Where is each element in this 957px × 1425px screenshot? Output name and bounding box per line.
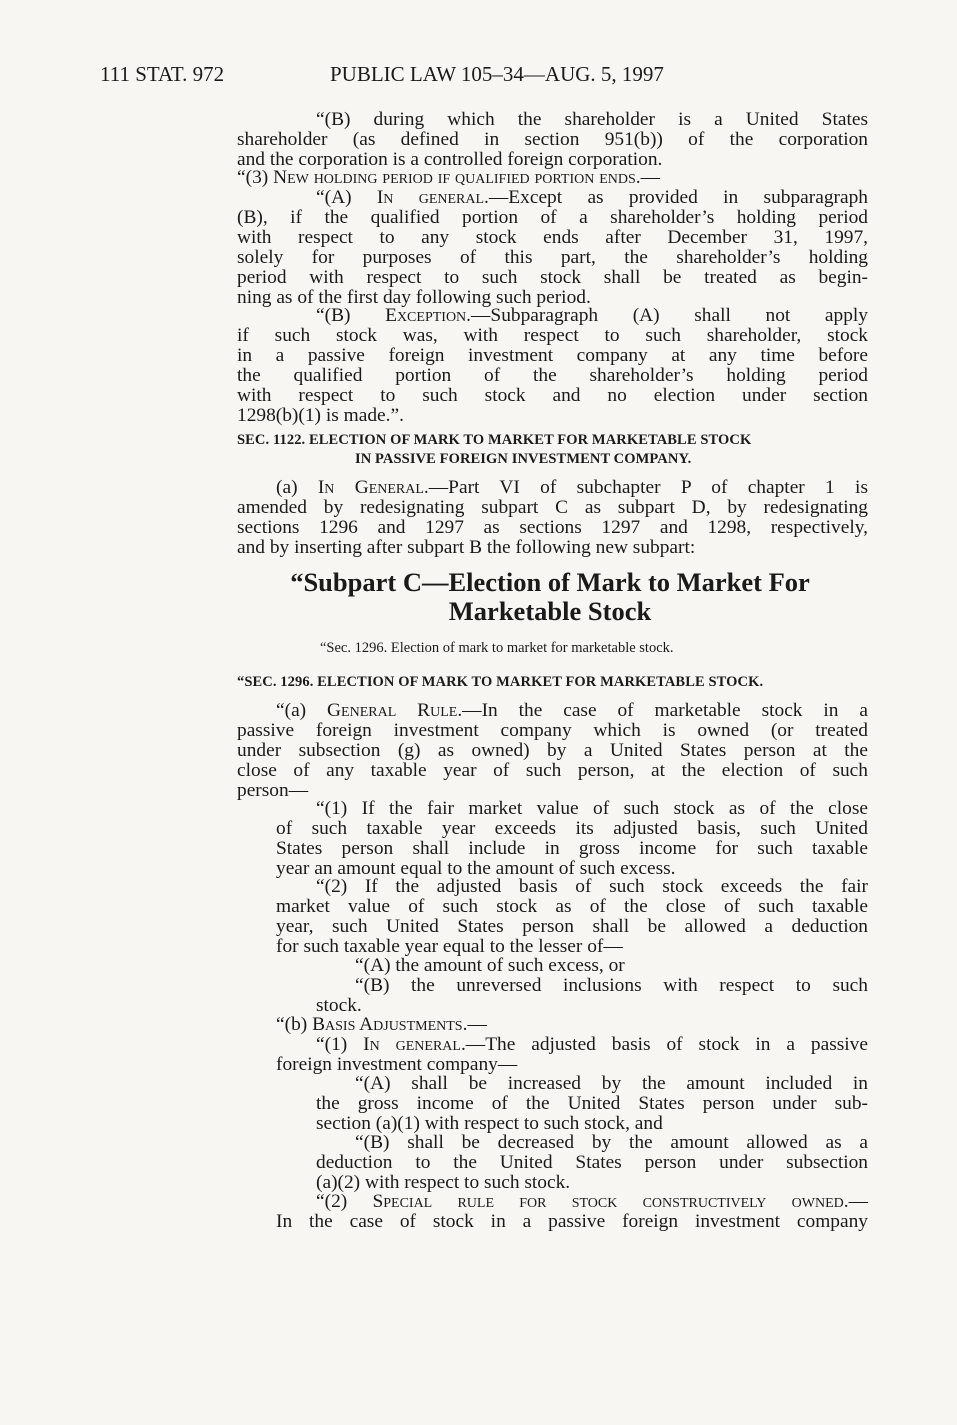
text-line: solely for purposes of this part, the shareholder’s holding: [237, 247, 868, 268]
text-line: stock.: [316, 995, 362, 1016]
text-line: of such taxable year exceeds its adjusted basis, such United: [276, 818, 868, 839]
text-line: “(2) If the adjusted basis of such stock exceeds the fair: [316, 876, 868, 897]
text-line: “(B) shall be decreased by the amount allowed as a: [355, 1132, 868, 1153]
text-line: ning as of the first day following such period.: [237, 287, 591, 308]
paragraph-3-heading: “(3) New holding period if qualified portion ends.—: [237, 167, 660, 188]
subsection-a-first-line: (a) In General.—Part VI of subchapter P of chapter 1 is: [276, 477, 868, 498]
text-line: “(A) the amount of such excess, or: [355, 955, 625, 976]
text-line: deduction to the United States person under subsection: [316, 1152, 868, 1173]
text-line: in a passive foreign investment company at any time before: [237, 345, 868, 366]
general-rule-first-line: “(a) General Rule.—In the case of marketable stock in a: [276, 700, 868, 721]
text-line: year, such United States person shall be allowed a deduction: [276, 916, 868, 937]
subparagraph-b-first-line: “(B) Exception.—Subparagraph (A) shall not apply: [316, 305, 868, 326]
text-line: period with respect to such stock shall be treated as begin-: [237, 267, 868, 288]
paragraph-b2-heading: “(2) Special rule for stock constructively owned.—: [316, 1191, 868, 1212]
page-header: [100, 62, 664, 87]
text-line: sections 1296 and 1297 as sections 1297 and 1298, respectively,: [237, 517, 868, 538]
text-line: (B), if the qualified portion of a shareholder’s holding period: [237, 207, 868, 228]
text-line: “(B) during which the shareholder is a United States: [316, 109, 868, 130]
text-line: 1298(b)(1) is made.”.: [237, 405, 404, 426]
text-line: with respect to such stock and no election under section: [237, 385, 868, 406]
text-line: shareholder (as defined in section 951(b)) of the corporation: [237, 129, 868, 150]
text-line: foreign investment company—: [276, 1054, 518, 1075]
text-line: close of any taxable year of such person, at the election of such: [237, 760, 868, 781]
text-line: with respect to any stock ends after December 31, 1997,: [237, 227, 868, 248]
text-line: passive foreign investment company which is owned (or treated: [237, 720, 868, 741]
stat-reference: 111 STAT. 972: [100, 62, 225, 86]
text-line: In the case of stock in a passive foreign investment company: [276, 1211, 868, 1232]
section-1296-heading: “SEC. 1296. ELECTION OF MARK TO MARKET FOR MARKETABLE STOCK.: [237, 674, 764, 690]
text-line: market value of such stock as of the close of such taxable: [276, 896, 868, 917]
text-line: “(A) shall be increased by the amount included in: [355, 1073, 868, 1094]
subpart-title: “Subpart C—Election of Mark to Market For: [290, 567, 810, 597]
text-line: under subsection (g) as owned) by a United States person at the: [237, 740, 868, 761]
text-line: the qualified portion of the shareholder’s holding period: [237, 365, 868, 386]
text-line: “(B) the unreversed inclusions with respect to such: [355, 975, 868, 996]
section-heading: SEC. 1122. ELECTION OF MARK TO MARKET FOR MARKETABLE STOCK: [237, 432, 752, 448]
text-line: section (a)(1) with respect to such stock, and: [316, 1113, 663, 1134]
section-heading-continued: IN PASSIVE FOREIGN INVESTMENT COMPANY.: [355, 451, 692, 467]
public-law-reference: PUBLIC LAW 105–34—AUG. 5, 1997: [330, 62, 664, 86]
paragraph-b1-first-line: “(1) In general.—The adjusted basis of stock in a passive: [316, 1034, 868, 1055]
text-line: for such taxable year equal to the lesser of—: [276, 936, 623, 957]
text-line: year an amount equal to the amount of such excess.: [276, 858, 676, 879]
subparagraph-a-first-line: “(A) In general.—Except as provided in subparagraph: [316, 187, 868, 208]
text-line: the gross income of the United States person under sub-: [316, 1093, 868, 1114]
subsection-b-heading: “(b) Basis Adjustments.—: [276, 1014, 487, 1035]
text-line: if such stock was, with respect to such shareholder, stock: [237, 325, 868, 346]
text-line: and by inserting after subpart B the following new subpart:: [237, 537, 696, 558]
text-line: amended by redesignating subpart C as subpart D, by redesignating: [237, 497, 868, 518]
subpart-title-continued: Marketable Stock: [448, 596, 652, 626]
text-line: (a)(2) with respect to such stock.: [316, 1172, 571, 1193]
text-line: “(1) If the fair market value of such stock as of the close: [316, 798, 868, 819]
text-line: and the corporation is a controlled foreign corporation.: [237, 149, 663, 170]
text-line: States person shall include in gross income for such taxable: [276, 838, 868, 859]
text-line: person—: [237, 780, 309, 801]
table-of-contents-entry: “Sec. 1296. Election of mark to market for marketable stock.: [320, 640, 674, 656]
